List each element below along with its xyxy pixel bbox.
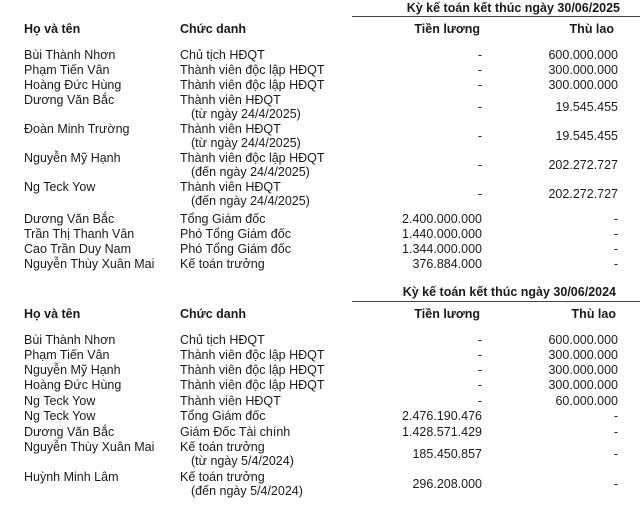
row-name: Ng Teck Yow <box>24 394 96 408</box>
row-position-note: (từ ngày 24/4/2025) <box>191 136 301 150</box>
row-salary: 296.208.000 <box>412 477 482 491</box>
row-remuneration: - <box>613 409 618 423</box>
row-salary: 185.450.857 <box>412 447 482 461</box>
row-salary: - <box>477 333 482 347</box>
row-name: Ng Teck Yow <box>24 409 96 423</box>
row-remuneration: - <box>613 425 618 439</box>
row-name: Nguyễn Mỹ Hạnh <box>24 363 121 377</box>
row-position-note: (đến ngày 24/4/2025) <box>191 194 310 208</box>
row-position: Thành viên HĐQT <box>180 180 281 194</box>
row-salary: - <box>477 187 482 201</box>
row-name: Nguyễn Thùy Xuân Mai <box>24 440 155 454</box>
period-title: Kỳ kế toán kết thúc ngày 30/06/2024 <box>402 285 616 299</box>
row-position-note: (từ ngày 24/4/2025) <box>191 107 301 121</box>
row-remuneration: 600.000.000 <box>548 333 618 347</box>
row-name: Dương Văn Bắc <box>24 93 115 107</box>
row-salary: - <box>477 394 482 408</box>
row-position: Thành viên độc lập HĐQT <box>180 151 325 165</box>
row-position: Tổng Giám đốc <box>180 212 266 226</box>
row-name: Cao Trần Duy Nam <box>24 242 131 256</box>
row-name: Phạm Tiến Vân <box>24 348 110 362</box>
row-remuneration: 600.000.000 <box>548 48 618 62</box>
row-name: Dương Văn Bắc <box>24 425 115 439</box>
row-salary: - <box>477 129 482 143</box>
row-salary: - <box>477 78 482 92</box>
row-remuneration: 202.272.727 <box>548 158 618 172</box>
row-name: Nguyễn Thùy Xuân Mai <box>24 257 155 271</box>
row-position: Thành viên độc lập HĐQT <box>180 348 325 362</box>
row-position: Giám Đốc Tài chính <box>180 425 291 439</box>
row-salary: 2.400.000.000 <box>402 212 482 226</box>
row-position: Kế toán trưởng <box>180 470 265 484</box>
row-position: Thành viên HĐQT <box>180 93 281 107</box>
column-header-name: Họ và tên <box>24 307 81 321</box>
row-salary: 1.428.571.429 <box>402 425 482 439</box>
row-position-note: (đến ngày 5/4/2024) <box>191 484 303 498</box>
row-name: Nguyễn Mỹ Hạnh <box>24 151 121 165</box>
row-salary: - <box>477 63 482 77</box>
header-divider <box>352 301 640 302</box>
row-remuneration: - <box>613 227 618 241</box>
row-salary: 2.476.190.476 <box>402 409 482 423</box>
row-remuneration: - <box>613 257 618 271</box>
row-position: Thành viên độc lập HĐQT <box>180 63 325 77</box>
row-remuneration: 300.000.000 <box>548 363 618 377</box>
header-divider <box>352 16 640 17</box>
row-salary: 376.884.000 <box>412 257 482 271</box>
row-name: Bùi Thành Nhơn <box>24 48 116 62</box>
column-header-name: Họ và tên <box>24 22 81 36</box>
row-remuneration: 300.000.000 <box>548 348 618 362</box>
row-salary: - <box>477 158 482 172</box>
row-name: Dương Văn Bắc <box>24 212 115 226</box>
row-name: Hoàng Đức Hùng <box>24 78 122 92</box>
column-header-remuneration: Thù lao <box>569 22 614 36</box>
row-position: Thành viên độc lập HĐQT <box>180 378 325 392</box>
row-position-note: (đến ngày 24/4/2025) <box>191 165 310 179</box>
period-title: Kỳ kế toán kết thúc ngày 30/06/2025 <box>406 1 620 15</box>
row-name: Hoàng Đức Hùng <box>24 378 122 392</box>
row-salary: 1.344.000.000 <box>402 242 482 256</box>
row-name: Huỳnh Minh Lâm <box>24 470 119 484</box>
row-salary: 1.440.000.000 <box>402 227 482 241</box>
row-remuneration: 60.000.000 <box>555 394 618 408</box>
row-remuneration: - <box>613 477 618 491</box>
row-position: Thành viên độc lập HĐQT <box>180 78 325 92</box>
row-name: Phạm Tiến Vân <box>24 63 110 77</box>
row-salary: - <box>477 100 482 114</box>
column-header-position: Chức danh <box>180 22 246 36</box>
row-name: Bùi Thành Nhơn <box>24 333 116 347</box>
row-position: Tổng Giám đốc <box>180 409 266 423</box>
row-position: Kế toán trưởng <box>180 440 265 454</box>
row-salary: - <box>477 48 482 62</box>
column-header-remuneration: Thù lao <box>571 307 616 321</box>
row-remuneration: 300.000.000 <box>548 78 618 92</box>
row-position: Kế toán trưởng <box>180 257 265 271</box>
row-position: Phó Tổng Giám đốc <box>180 227 291 241</box>
row-position: Thành viên độc lập HĐQT <box>180 363 325 377</box>
row-remuneration: 202.272.727 <box>548 187 618 201</box>
row-position: Thành viên HĐQT <box>180 122 281 136</box>
row-salary: - <box>477 378 482 392</box>
row-position: Chủ tịch HĐQT <box>180 48 265 62</box>
row-position: Thành viên HĐQT <box>180 394 281 408</box>
row-position: Chủ tịch HĐQT <box>180 333 265 347</box>
column-header-salary: Tiền lương <box>414 307 480 321</box>
row-name: Ng Teck Yow <box>24 180 96 194</box>
column-header-position: Chức danh <box>180 307 246 321</box>
row-remuneration: 300.000.000 <box>548 378 618 392</box>
column-header-salary: Tiền lương <box>414 22 480 36</box>
row-position: Phó Tổng Giám đốc <box>180 242 291 256</box>
row-position-note: (từ ngày 5/4/2024) <box>191 454 294 468</box>
row-remuneration: - <box>613 212 618 226</box>
row-remuneration: 19.545.455 <box>555 100 618 114</box>
row-name: Trần Thị Thanh Vân <box>24 227 135 241</box>
row-remuneration: - <box>613 447 618 461</box>
row-salary: - <box>477 348 482 362</box>
row-remuneration: 19.545.455 <box>555 129 618 143</box>
row-remuneration: - <box>613 242 618 256</box>
row-salary: - <box>477 363 482 377</box>
row-name: Đoàn Minh Trường <box>24 122 130 136</box>
row-remuneration: 300.000.000 <box>548 63 618 77</box>
